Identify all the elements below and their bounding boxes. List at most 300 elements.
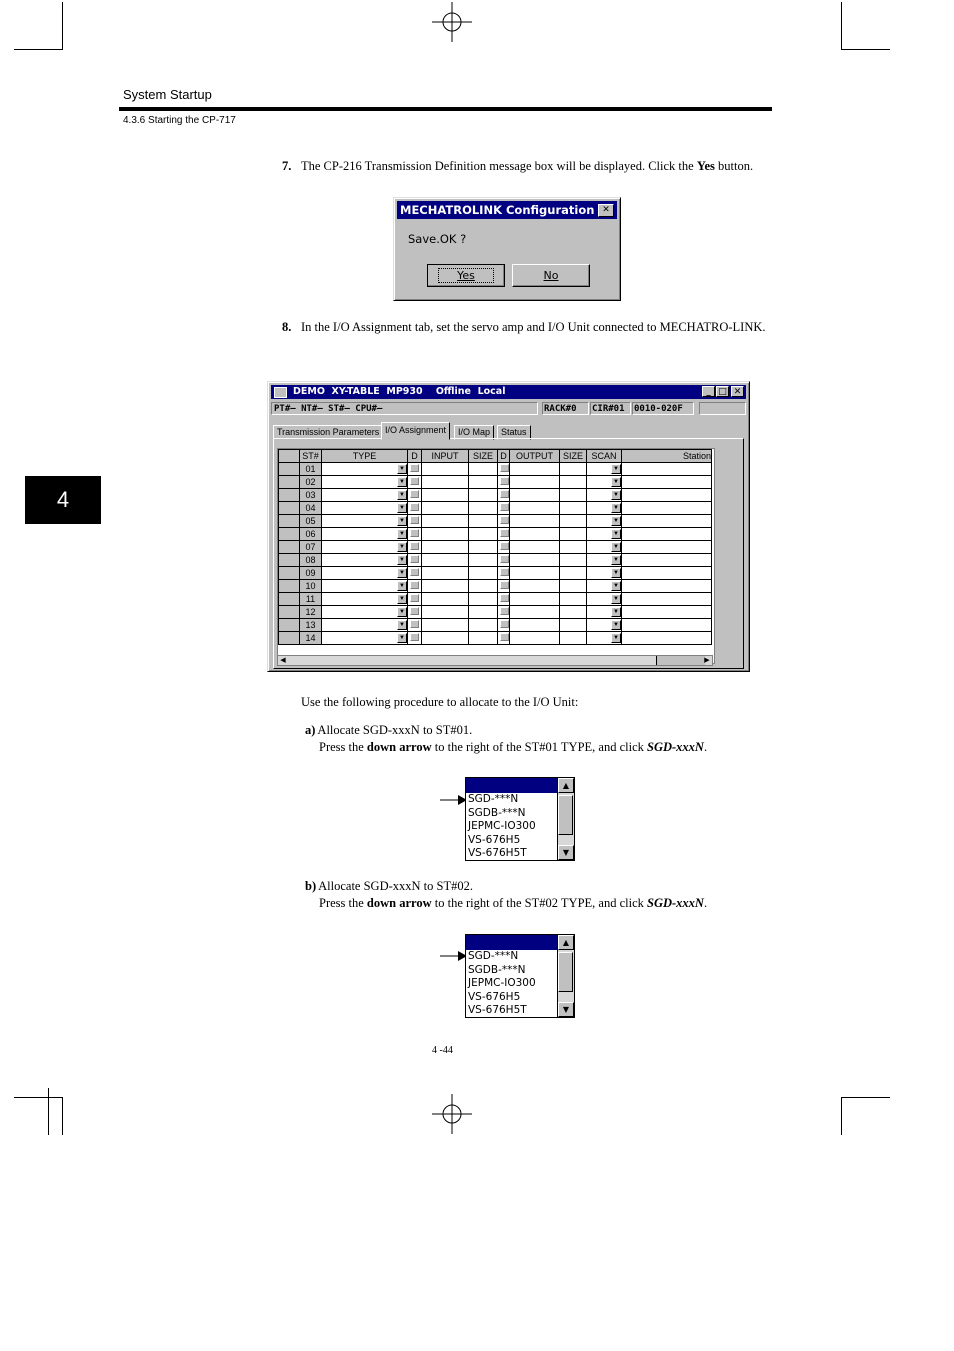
output-size-cell[interactable] <box>560 632 587 645</box>
station-cell[interactable] <box>622 619 712 632</box>
input-size-cell[interactable] <box>469 528 498 541</box>
table-row <box>279 502 712 515</box>
app-icon <box>274 387 287 398</box>
column-header: OUTPUT <box>510 450 560 463</box>
table-row <box>279 528 712 541</box>
list-scrollbar[interactable] <box>557 935 574 1017</box>
dropdown-arrow-icon[interactable]: ▼ <box>397 464 407 474</box>
output-disable-cell[interactable] <box>498 476 510 489</box>
input-disable-cell[interactable] <box>408 593 422 606</box>
crop-mark <box>841 1097 890 1098</box>
input-disable-cell[interactable] <box>408 489 422 502</box>
crop-mark <box>62 1097 63 1135</box>
table-row <box>279 554 712 567</box>
output-disable-cell[interactable] <box>498 567 510 580</box>
input-cell[interactable] <box>422 528 469 541</box>
input-size-cell[interactable] <box>469 619 498 632</box>
corner-cell <box>279 450 300 463</box>
table-row <box>279 567 712 580</box>
dropdown-arrow-icon[interactable]: ▼ <box>611 555 621 565</box>
input-disable-cell[interactable] <box>408 476 422 489</box>
page-number: 4 -44 <box>432 1045 453 1056</box>
tab-status[interactable]: Status <box>497 425 531 440</box>
io-assignment-window <box>267 381 750 672</box>
io-table <box>278 449 712 645</box>
input-cell[interactable] <box>422 580 469 593</box>
output-size-cell[interactable] <box>560 541 587 554</box>
input-cell[interactable] <box>422 463 469 476</box>
output-cell[interactable] <box>510 593 560 606</box>
pointer-arrow-icon <box>440 794 468 806</box>
output-disable-cell[interactable] <box>498 606 510 619</box>
dropdown-arrow-icon[interactable]: ▼ <box>397 503 407 513</box>
crop-mark <box>14 1097 63 1098</box>
table-row <box>279 619 712 632</box>
input-disable-cell[interactable] <box>408 502 422 515</box>
column-header: Station <box>622 450 712 463</box>
output-disable-cell[interactable] <box>498 580 510 593</box>
station-number-cell: 10 <box>300 580 322 593</box>
dropdown-arrow-icon[interactable]: ▼ <box>611 594 621 604</box>
checkbox[interactable] <box>500 464 509 472</box>
scan-cell[interactable] <box>587 489 622 502</box>
output-disable-cell[interactable] <box>498 515 510 528</box>
scan-cell[interactable] <box>587 515 622 528</box>
output-size-cell[interactable] <box>560 476 587 489</box>
input-size-cell[interactable] <box>469 502 498 515</box>
station-number-cell: 14 <box>300 632 322 645</box>
scroll-thumb[interactable] <box>656 656 705 665</box>
checkbox[interactable] <box>500 516 509 524</box>
scan-cell[interactable] <box>587 476 622 489</box>
station-cell[interactable] <box>622 541 712 554</box>
output-disable-cell[interactable] <box>498 632 510 645</box>
list-item[interactable]: SGDB-***N <box>468 806 526 819</box>
no-button[interactable]: No <box>512 264 590 287</box>
input-disable-cell[interactable] <box>408 541 422 554</box>
dropdown-arrow-icon[interactable]: ▼ <box>397 620 407 630</box>
station-cell[interactable] <box>622 580 712 593</box>
checkbox[interactable] <box>410 503 419 511</box>
station-number-cell: 03 <box>300 489 322 502</box>
input-size-cell[interactable] <box>469 632 498 645</box>
row-header <box>279 606 300 619</box>
type-cell[interactable] <box>322 593 408 606</box>
station-number-cell: 13 <box>300 619 322 632</box>
checkbox[interactable] <box>410 581 419 589</box>
tab-io-map[interactable]: I/O Map <box>454 425 494 440</box>
section-title: System Startup <box>123 87 212 102</box>
scan-cell[interactable] <box>587 593 622 606</box>
crop-mark <box>14 49 63 50</box>
checkbox[interactable] <box>410 542 419 550</box>
type-cell[interactable] <box>322 489 408 502</box>
output-cell[interactable] <box>510 528 560 541</box>
window-title: DEMO XY-TABLE MP930 Offline Local <box>293 386 506 397</box>
station-cell[interactable] <box>622 593 712 606</box>
input-disable-cell[interactable] <box>408 632 422 645</box>
scroll-thumb[interactable] <box>558 795 573 835</box>
dropdown-arrow-icon[interactable]: ▼ <box>397 490 407 500</box>
input-disable-cell[interactable] <box>408 515 422 528</box>
column-header: D <box>498 450 510 463</box>
registration-mark-icon <box>432 2 472 42</box>
dropdown-arrow-icon[interactable]: ▼ <box>397 594 407 604</box>
registration-mark-icon <box>432 1094 472 1134</box>
row-header <box>279 515 300 528</box>
output-cell[interactable] <box>510 515 560 528</box>
horizontal-scrollbar[interactable] <box>277 655 713 666</box>
list-scrollbar[interactable] <box>557 778 574 860</box>
type-cell[interactable] <box>322 632 408 645</box>
output-disable-cell[interactable] <box>498 593 510 606</box>
grid-header-row <box>279 450 712 463</box>
list-item[interactable]: VS-676H5T <box>468 1004 527 1016</box>
confirm-dialog <box>393 197 621 301</box>
table-row <box>279 606 712 619</box>
checkbox[interactable] <box>500 633 509 641</box>
input-size-cell[interactable] <box>469 541 498 554</box>
crop-mark <box>841 1097 842 1135</box>
checkbox[interactable] <box>410 568 419 576</box>
type-cell[interactable] <box>322 567 408 580</box>
output-disable-cell[interactable] <box>498 619 510 632</box>
output-size-cell[interactable] <box>560 619 587 632</box>
dropdown-arrow-icon[interactable]: ▼ <box>611 490 621 500</box>
output-disable-cell[interactable] <box>498 502 510 515</box>
row-header <box>279 541 300 554</box>
scan-cell[interactable] <box>587 502 622 515</box>
output-size-cell[interactable] <box>560 515 587 528</box>
station-cell[interactable] <box>622 567 712 580</box>
row-header <box>279 489 300 502</box>
chapter-tab: 4 <box>25 476 101 524</box>
checkbox[interactable] <box>410 594 419 602</box>
dialog-titlebar <box>397 201 617 219</box>
scroll-left-icon[interactable]: ◀ <box>280 656 286 664</box>
type-dropdown-list-a <box>465 777 575 861</box>
type-cell[interactable] <box>322 528 408 541</box>
scan-cell[interactable] <box>587 606 622 619</box>
output-cell[interactable] <box>510 632 560 645</box>
station-number-cell: 08 <box>300 554 322 567</box>
checkbox[interactable] <box>410 555 419 563</box>
procedure-intro: Use the following procedure to allocate to the I/O Unit: <box>301 695 579 709</box>
scan-cell[interactable] <box>587 580 622 593</box>
scroll-down-icon[interactable]: ▼ <box>558 845 574 860</box>
scroll-right-icon[interactable]: ▶ <box>704 656 710 664</box>
scroll-up-icon[interactable]: ▲ <box>558 935 574 950</box>
column-header: SIZE <box>469 450 498 463</box>
output-size-cell[interactable] <box>560 463 587 476</box>
row-header <box>279 476 300 489</box>
station-cell[interactable] <box>622 554 712 567</box>
row-header <box>279 554 300 567</box>
dropdown-arrow-icon[interactable]: ▼ <box>611 581 621 591</box>
output-cell[interactable] <box>510 606 560 619</box>
dropdown-arrow-icon[interactable]: ▼ <box>397 542 407 552</box>
station-cell[interactable] <box>622 489 712 502</box>
input-cell[interactable] <box>422 489 469 502</box>
row-header <box>279 580 300 593</box>
column-header: TYPE <box>322 450 408 463</box>
table-row <box>279 515 712 528</box>
checkbox[interactable] <box>500 594 509 602</box>
table-row <box>279 632 712 645</box>
input-disable-cell[interactable] <box>408 619 422 632</box>
dropdown-arrow-icon[interactable]: ▼ <box>611 516 621 526</box>
dropdown-arrow-icon[interactable]: ▼ <box>397 568 407 578</box>
list-item[interactable]: SGDB-***N <box>468 963 526 976</box>
input-cell[interactable] <box>422 606 469 619</box>
station-cell[interactable] <box>622 528 712 541</box>
output-size-cell[interactable] <box>560 593 587 606</box>
output-disable-cell[interactable] <box>498 541 510 554</box>
dropdown-arrow-icon[interactable]: ▼ <box>397 477 407 487</box>
input-size-cell[interactable] <box>469 476 498 489</box>
list-item[interactable]: VS-676H5 <box>468 833 521 846</box>
input-cell[interactable] <box>422 476 469 489</box>
list-item[interactable]: SGD-***N <box>468 950 519 962</box>
crop-mark <box>841 2 842 50</box>
crop-mark <box>841 49 890 50</box>
minimize-icon[interactable]: _ <box>702 386 715 397</box>
checkbox[interactable] <box>410 464 419 472</box>
input-size-cell[interactable] <box>469 489 498 502</box>
input-cell[interactable] <box>422 554 469 567</box>
checkbox[interactable] <box>410 529 419 537</box>
dropdown-arrow-icon[interactable]: ▼ <box>611 620 621 630</box>
maximize-icon[interactable]: □ <box>716 386 729 397</box>
checkbox[interactable] <box>500 607 509 615</box>
crop-mark <box>62 2 63 50</box>
row-header <box>279 528 300 541</box>
checkbox[interactable] <box>410 490 419 498</box>
station-number-cell: 11 <box>300 593 322 606</box>
checkbox[interactable] <box>500 620 509 628</box>
address-field: 0010-020F <box>632 402 694 415</box>
list-item[interactable]: JEPMC-IO300 <box>468 820 536 832</box>
dropdown-arrow-icon[interactable]: ▼ <box>611 542 621 552</box>
station-cell[interactable] <box>622 463 712 476</box>
input-size-cell[interactable] <box>469 567 498 580</box>
checkbox[interactable] <box>500 529 509 537</box>
checkbox[interactable] <box>500 542 509 550</box>
output-size-cell[interactable] <box>560 567 587 580</box>
table-row <box>279 593 712 606</box>
type-cell[interactable] <box>322 463 408 476</box>
checkbox[interactable] <box>410 477 419 485</box>
output-cell[interactable] <box>510 476 560 489</box>
list-header-selected <box>466 778 557 793</box>
output-cell[interactable] <box>510 463 560 476</box>
dropdown-arrow-icon[interactable]: ▼ <box>611 568 621 578</box>
type-dropdown-list-b <box>465 934 575 1018</box>
station-field: PT#– NT#– ST#– CPU#– <box>271 402 538 415</box>
scan-cell[interactable] <box>587 632 622 645</box>
row-header <box>279 593 300 606</box>
type-cell[interactable] <box>322 515 408 528</box>
station-number-cell: 06 <box>300 528 322 541</box>
station-number-cell: 02 <box>300 476 322 489</box>
input-cell[interactable] <box>422 502 469 515</box>
dropdown-arrow-icon[interactable]: ▼ <box>397 529 407 539</box>
input-size-cell[interactable] <box>469 463 498 476</box>
dropdown-arrow-icon[interactable]: ▼ <box>611 633 621 643</box>
scan-cell[interactable] <box>587 528 622 541</box>
input-cell[interactable] <box>422 632 469 645</box>
output-size-cell[interactable] <box>560 554 587 567</box>
station-cell[interactable] <box>622 476 712 489</box>
checkbox[interactable] <box>410 607 419 615</box>
output-cell[interactable] <box>510 567 560 580</box>
input-disable-cell[interactable] <box>408 528 422 541</box>
crop-mark <box>48 1088 49 1135</box>
table-row <box>279 489 712 502</box>
station-cell[interactable] <box>622 502 712 515</box>
tab-transmission-parameters[interactable]: Transmission Parameters <box>273 425 383 440</box>
input-size-cell[interactable] <box>469 515 498 528</box>
table-row <box>279 463 712 476</box>
list-item[interactable]: SGD-***N <box>468 793 519 805</box>
checkbox[interactable] <box>500 490 509 498</box>
checkbox[interactable] <box>500 503 509 511</box>
type-cell[interactable] <box>322 541 408 554</box>
output-disable-cell[interactable] <box>498 528 510 541</box>
scroll-down-icon[interactable]: ▼ <box>558 1002 574 1017</box>
close-icon[interactable]: ✕ <box>598 204 614 217</box>
scan-cell[interactable] <box>587 463 622 476</box>
dropdown-arrow-icon[interactable]: ▼ <box>611 607 621 617</box>
column-header: D <box>408 450 422 463</box>
column-header: SIZE <box>560 450 587 463</box>
list-item[interactable]: VS-676H5 <box>468 990 521 1003</box>
input-cell[interactable] <box>422 515 469 528</box>
input-disable-cell[interactable] <box>408 580 422 593</box>
scan-cell[interactable] <box>587 554 622 567</box>
step-8: 8. In the I/O Assignment tab, set the servo amp and I/O Unit connected to MECHATRO-LINK. <box>282 320 766 334</box>
dropdown-arrow-icon[interactable]: ▼ <box>611 464 621 474</box>
dropdown-arrow-icon[interactable]: ▼ <box>611 477 621 487</box>
output-disable-cell[interactable] <box>498 463 510 476</box>
checkbox[interactable] <box>410 516 419 524</box>
row-header <box>279 502 300 515</box>
type-cell[interactable] <box>322 554 408 567</box>
input-size-cell[interactable] <box>469 580 498 593</box>
station-cell[interactable] <box>622 632 712 645</box>
scan-cell[interactable] <box>587 567 622 580</box>
row-header <box>279 619 300 632</box>
input-size-cell[interactable] <box>469 606 498 619</box>
row-header <box>279 567 300 580</box>
dropdown-arrow-icon[interactable]: ▼ <box>611 503 621 513</box>
output-size-cell[interactable] <box>560 606 587 619</box>
tab-io-assignment[interactable]: I/O Assignment <box>381 422 450 440</box>
input-disable-cell[interactable] <box>408 463 422 476</box>
output-size-cell[interactable] <box>560 489 587 502</box>
table-row <box>279 580 712 593</box>
table-row <box>279 476 712 489</box>
checkbox[interactable] <box>410 633 419 641</box>
output-cell[interactable] <box>510 502 560 515</box>
station-number-cell: 05 <box>300 515 322 528</box>
output-cell[interactable] <box>510 619 560 632</box>
type-cell[interactable] <box>322 619 408 632</box>
dropdown-arrow-icon[interactable]: ▼ <box>397 555 407 565</box>
type-cell[interactable] <box>322 606 408 619</box>
scroll-up-icon[interactable]: ▲ <box>558 778 574 793</box>
step-b: b) Allocate SGD-xxxN to ST#02. Press the down arrow to the right of the ST#02 TYPE, and click SGD-xxxN. <box>305 879 708 910</box>
type-cell[interactable] <box>322 580 408 593</box>
output-cell[interactable] <box>510 580 560 593</box>
checkbox[interactable] <box>500 477 509 485</box>
checkbox[interactable] <box>500 581 509 589</box>
dropdown-arrow-icon[interactable]: ▼ <box>611 529 621 539</box>
input-size-cell[interactable] <box>469 593 498 606</box>
output-size-cell[interactable] <box>560 580 587 593</box>
input-size-cell[interactable] <box>469 554 498 567</box>
station-number-cell: 09 <box>300 567 322 580</box>
output-size-cell[interactable] <box>560 502 587 515</box>
checkbox[interactable] <box>500 555 509 563</box>
row-header <box>279 463 300 476</box>
dialog-title: MECHATROLINK Configuration <box>400 203 595 217</box>
dropdown-arrow-icon[interactable]: ▼ <box>397 607 407 617</box>
input-disable-cell[interactable] <box>408 554 422 567</box>
list-item[interactable]: VS-676H5T <box>468 847 527 859</box>
type-cell[interactable] <box>322 476 408 489</box>
scan-cell[interactable] <box>587 541 622 554</box>
input-disable-cell[interactable] <box>408 606 422 619</box>
close-icon[interactable]: ✕ <box>731 386 744 397</box>
input-cell[interactable] <box>422 619 469 632</box>
output-size-cell[interactable] <box>560 528 587 541</box>
window-titlebar <box>271 385 746 399</box>
output-cell[interactable] <box>510 489 560 502</box>
checkbox[interactable] <box>410 620 419 628</box>
list-item[interactable]: JEPMC-IO300 <box>468 977 536 989</box>
output-cell[interactable] <box>510 541 560 554</box>
type-cell[interactable] <box>322 502 408 515</box>
station-cell[interactable] <box>622 515 712 528</box>
row-header <box>279 632 300 645</box>
station-number-cell: 04 <box>300 502 322 515</box>
station-cell[interactable] <box>622 606 712 619</box>
step-7: 7. The CP-216 Transmission Definition message box will be displayed. Click the Yes button. <box>282 159 754 173</box>
scan-cell[interactable] <box>587 619 622 632</box>
output-disable-cell[interactable] <box>498 554 510 567</box>
column-header: ST# <box>300 450 322 463</box>
output-disable-cell[interactable] <box>498 489 510 502</box>
input-disable-cell[interactable] <box>408 567 422 580</box>
input-cell[interactable] <box>422 541 469 554</box>
subsection-title: 4.3.6 Starting the CP-717 <box>123 115 236 126</box>
input-cell[interactable] <box>422 567 469 580</box>
io-grid <box>277 448 715 664</box>
output-cell[interactable] <box>510 554 560 567</box>
rack-field: RACK#0 <box>542 402 589 415</box>
dropdown-arrow-icon[interactable]: ▼ <box>397 516 407 526</box>
dropdown-arrow-icon[interactable]: ▼ <box>397 633 407 643</box>
yes-button[interactable]: Yes <box>427 264 505 287</box>
scroll-thumb[interactable] <box>558 952 573 992</box>
step-a: a) Allocate SGD-xxxN to ST#01. Press the down arrow to the right of the ST#01 TYPE, and click SGD-xxxN. <box>305 723 708 754</box>
input-cell[interactable] <box>422 593 469 606</box>
station-number-cell: 12 <box>300 606 322 619</box>
checkbox[interactable] <box>500 568 509 576</box>
column-header: SCAN <box>587 450 622 463</box>
dropdown-arrow-icon[interactable]: ▼ <box>397 581 407 591</box>
